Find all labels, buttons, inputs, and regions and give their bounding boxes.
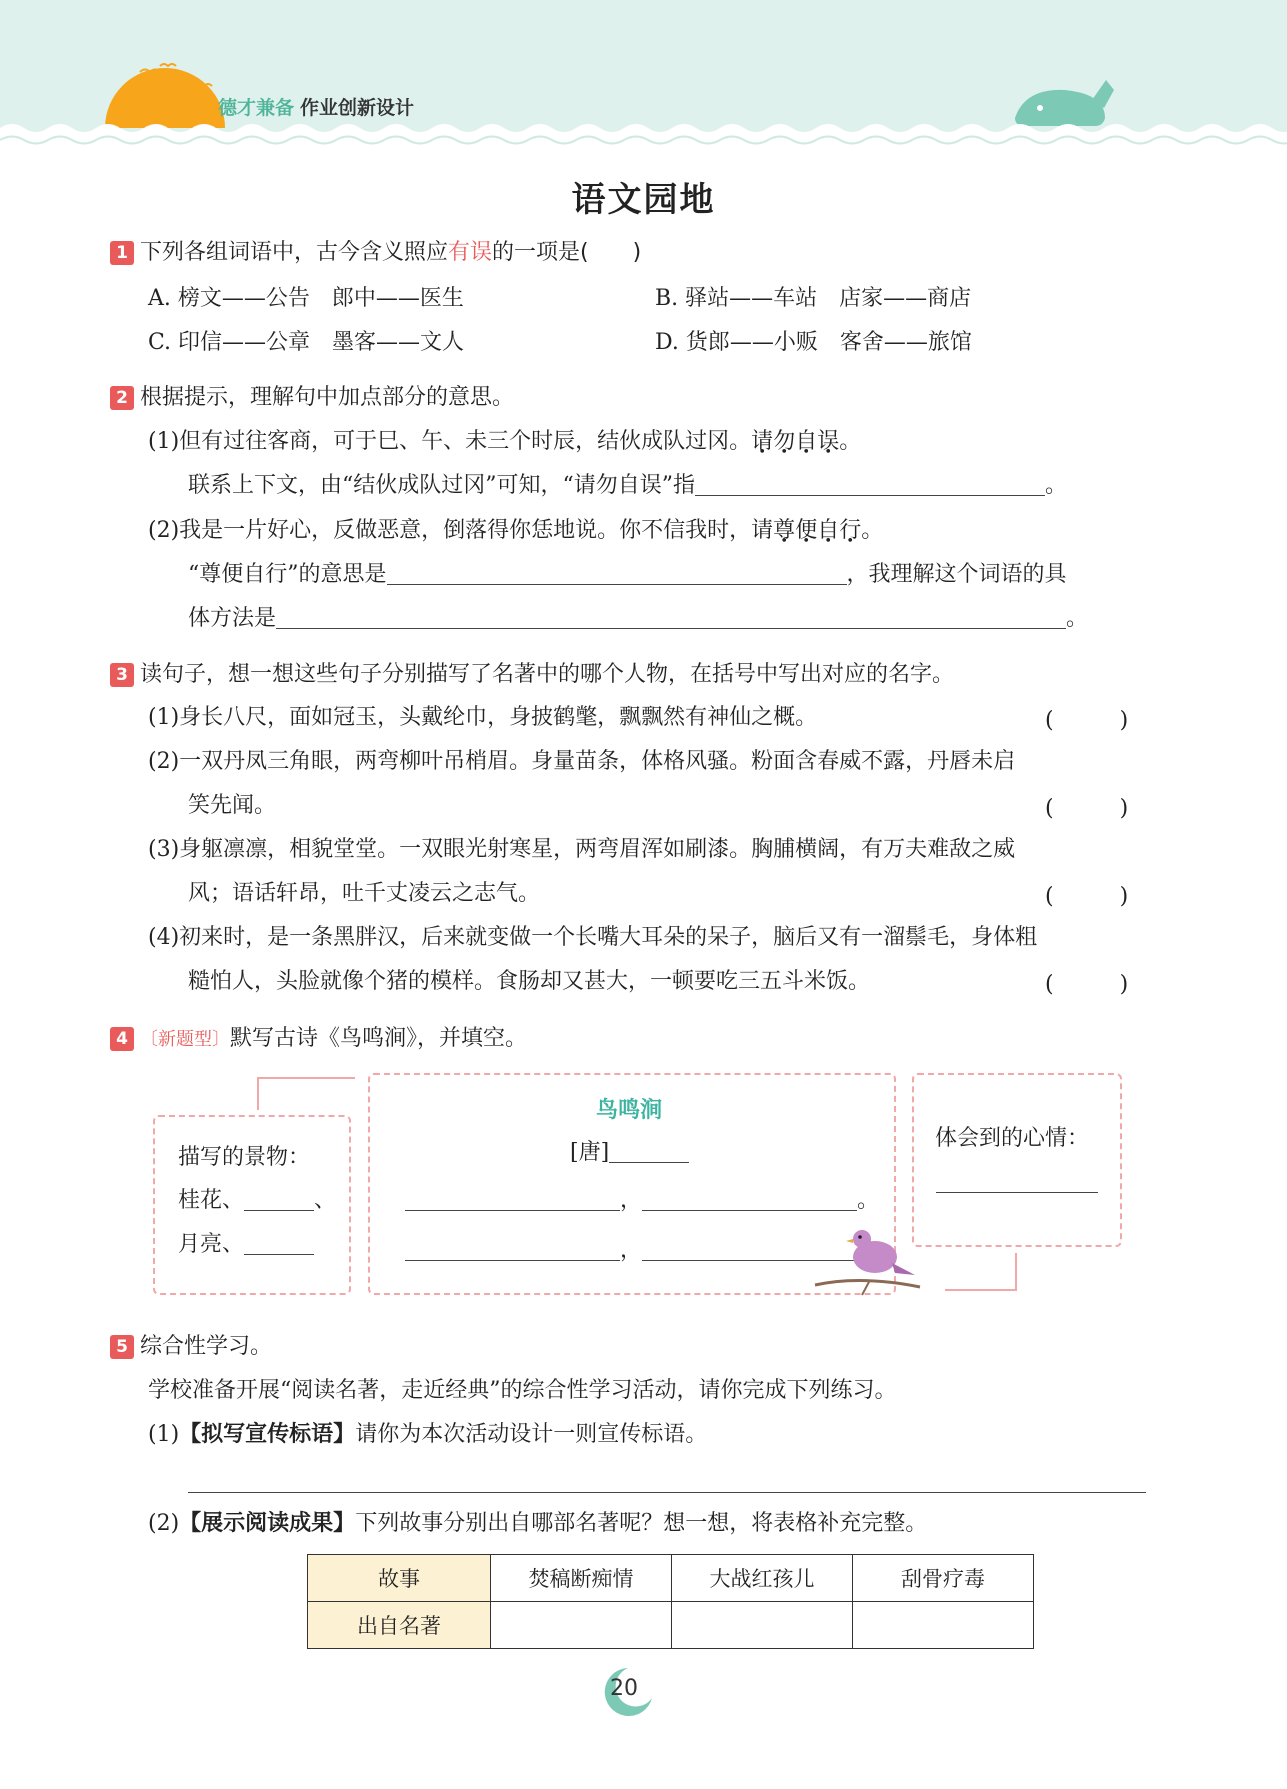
q2-number: 2 [110,386,134,410]
slogan-answer-line[interactable] [188,1470,1146,1493]
table-answer-cell-1[interactable] [491,1602,672,1649]
table-cell-story-3: 刮骨疗毒 [853,1555,1034,1602]
poem-line-1: ， 。 [405,1186,879,1216]
q3-blank-3[interactable]: ( ) [1045,884,1129,909]
q3-line-3: 笑先闻。 [188,793,277,818]
scenery-blank-2[interactable] [244,1232,314,1255]
emphasis-char: 勿 [773,429,796,454]
q1-stem: 1 下列各组词语中，古今含义照应有误的一项是( ) [110,238,641,268]
poem-blank-3[interactable] [405,1238,620,1261]
poem-blank-1[interactable] [405,1188,620,1211]
table-cell-story-2: 大战红孩儿 [672,1555,853,1602]
q2-item2-prompt: “尊便自行”的意思是 ，我理解这个词语的具 [188,562,1067,587]
mood-title: 体会到的心情： [935,1126,1090,1151]
table-row [308,1602,1034,1649]
q2-stem: 2 根据提示，理解句中加点部分的意思。 [110,383,514,413]
page-number: 20 [610,1676,638,1701]
books-table [307,1554,1034,1649]
q3-line-6: (4)初来时，是一条黑胖汉，后来就变做一个长嘴大耳朵的呆子，脑后又有一溜鬃毛，身体粗 [148,925,1038,950]
scenery-moon: 月亮、 [178,1230,314,1260]
q1-option-d: D. 货郎——小贩 客舍——旅馆 [655,330,972,355]
q1-option-a: A. 榜文——公告 郎中——医生 [148,286,464,311]
poem-author-line: [唐] [570,1138,689,1168]
q5-part2-tag: 【展示阅读成果】 [179,1511,356,1536]
q3-line-1: (1)身长八尺，面如冠玉，头戴纶巾，身披鹤氅，飘飘然有神仙之概。 [148,705,818,730]
table-answer-cell-3[interactable] [853,1602,1034,1649]
q2-item2-prompt-cont: 体方法是 。 [188,606,1089,631]
q2-item1: (1)但有过往客商，可于巳、午、未三个时辰，结伙成队过冈。请勿自误。 [148,429,862,454]
q3-blank-4[interactable]: ( ) [1045,972,1129,997]
q5-stem: 5 综合性学习。 [110,1332,272,1362]
table-row [308,1555,1034,1602]
emphasis-char: 请 [751,429,774,454]
q3-blank-2[interactable]: ( ) [1045,796,1129,821]
q4-number: 4 [110,1027,134,1051]
scenery-blank-1[interactable] [244,1188,314,1211]
q4-stem: 4 〔新题型〕默写古诗《鸟鸣涧》，并填空。 [110,1024,527,1055]
emphasis-char: 误 [817,429,840,454]
table-cell-story-1: 焚稿断痴情 [491,1555,672,1602]
table-header-story: 故事 [308,1555,491,1602]
emphasis-char: 自 [817,518,840,543]
poem-blank-2[interactable] [642,1188,857,1211]
q2-item1-prompt: 联系上下文，由“结伙成队过冈”可知，“请勿自误”指 。 [188,473,1068,498]
poem-author-blank[interactable] [609,1140,689,1163]
poem-title: 鸟鸣涧 [596,1098,663,1123]
q3-line-7: 糙怕人，头脸就像个猪的模样。食肠却又甚大，一顿要吃三五斗米饭。 [188,969,871,994]
scenery-title: 描写的景物： [178,1145,311,1170]
q5-part1-tag: 【拟写宣传标语】 [179,1422,356,1447]
page-title: 语文园地 [571,180,716,220]
poem-line-2: ， [405,1236,879,1266]
table-header-book: 出自名著 [308,1602,491,1649]
q2-item2: (2)我是一片好心，反做恶意，倒落得你恁地说。你不信我时，请尊便自行。 [148,518,884,543]
q1-option-b: B. 驿站——车站 店家——商店 [655,286,972,311]
mood-blank[interactable] [936,1170,1098,1193]
q3-line-5: 风；语话轩昂，吐千丈凌云之志气。 [188,881,541,906]
mood-box [912,1073,1122,1247]
q1-option-c: C. 印信——公章 墨客——文人 [148,330,465,355]
q3-blank-1[interactable]: ( ) [1045,708,1129,733]
q3-stem: 3 读句子，想一想这些句子分别描写了名著中的哪个人物，在括号中写出对应的名字。 [110,660,954,690]
new-type-tag: 〔新题型〕 [140,1029,230,1050]
q1-highlight: 有误 [448,240,493,265]
brand-part2: 作业创新设计 [300,97,415,119]
table-answer-cell-2[interactable] [672,1602,853,1649]
q5-number: 5 [110,1335,134,1359]
q5-part2: (2)【展示阅读成果】下列故事分别出自哪部名著呢？想一想，将表格补充完整。 [148,1511,928,1536]
emphasis-char: 行 [839,518,862,543]
emphasis-char: 便 [795,518,818,543]
scenery-osmanthus: 桂花、 、 [178,1188,337,1213]
q3-line-2: (2)一双丹凤三角眼，两弯柳叶吊梢眉。身量苗条，体格风骚。粉面含春威不露，丹唇未启 [148,749,1016,774]
brand-part1: 德才兼备 [218,97,295,119]
q5-intro: 学校准备开展“阅读名著，走近经典”的综合性学习活动，请你完成下列练习。 [148,1378,897,1403]
q3-number: 3 [110,663,134,687]
emphasis-char: 自 [795,429,818,454]
q3-line-4: (3)身躯凛凛，相貌堂堂。一双眼光射寒星，两弯眉浑如刷漆。胸脯横阔，有万夫难敌之威 [148,837,1016,862]
q1-number: 1 [110,241,134,265]
q5-part1: (1)【拟写宣传标语】请你为本次活动设计一则宣传标语。 [148,1422,708,1447]
emphasis-char: 尊 [773,518,796,543]
